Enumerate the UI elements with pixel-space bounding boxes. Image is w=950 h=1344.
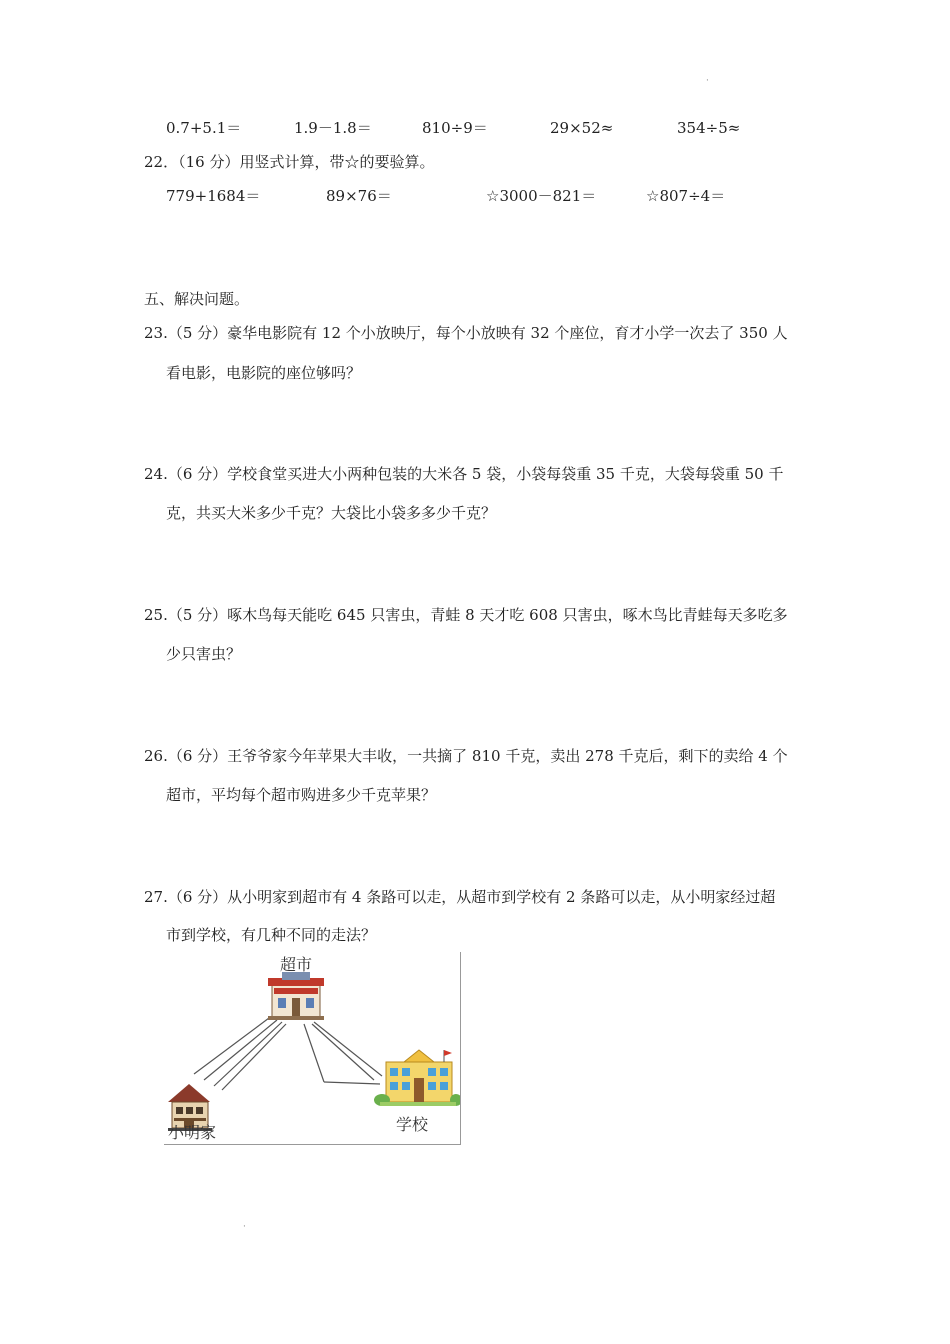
q22-title: 22．（16 分）用竖式计算，带☆的要验算。 bbox=[144, 153, 435, 171]
q21-item-3: 810÷9＝ bbox=[422, 119, 488, 137]
road-school-2-b bbox=[324, 1082, 380, 1084]
q22-item-3: ☆3000－821＝ bbox=[486, 187, 597, 205]
q25-line-1: 25.（5 分）啄木鸟每天能吃 645 只害虫，青蛙 8 天才吃 608 只害虫，啄木鸟比青蛙每天多吃多 bbox=[144, 606, 788, 624]
page-mark-bottom: · bbox=[243, 1222, 246, 1232]
q22-item-2: 89×76＝ bbox=[326, 187, 392, 205]
q24-line-1: 24.（6 分）学校食堂买进大小两种包装的大米各 5 袋，小袋每袋重 35 千克，大袋每袋重 50 千 bbox=[144, 465, 784, 483]
q25-line-2: 少只害虫？ bbox=[166, 645, 242, 663]
section-5-heading: 五、解决问题。 bbox=[144, 290, 250, 308]
q22-item-1: 779+1684＝ bbox=[166, 187, 261, 205]
q26-line-1: 26.（6 分）王爷爷家今年苹果大丰收，一共摘了 810 千克，卖出 278 千克后，剩下的卖给 4 个 bbox=[144, 747, 788, 765]
page-mark-top: · bbox=[706, 76, 709, 86]
q26-line-2: 超市，平均每个超市购进多少千克苹果？ bbox=[166, 786, 437, 804]
q22-item-4: ☆807÷4＝ bbox=[646, 187, 726, 205]
q24-line-2: 克，共买大米多少千克？大袋比小袋多多少千克？ bbox=[166, 504, 497, 522]
q23-line-2: 看电影，电影院的座位够吗？ bbox=[166, 364, 362, 382]
q21-item-2: 1.9－1.8＝ bbox=[294, 119, 372, 137]
q21-item-5: 354÷5≈ bbox=[677, 119, 741, 137]
road-school-1 bbox=[312, 1024, 374, 1080]
q21-item-1: 0.7+5.1＝ bbox=[166, 119, 242, 137]
road-school-1-b bbox=[314, 1022, 382, 1076]
route-diagram bbox=[164, 952, 461, 1145]
q21-item-4: 29×52≈ bbox=[550, 119, 614, 137]
supermarket-icon bbox=[268, 972, 324, 1020]
home-label: 小明家 bbox=[168, 1123, 217, 1142]
q27-line-1: 27.（6 分）从小明家到超市有 4 条路可以走，从超市到学校有 2 条路可以走，从小明家经过超 bbox=[144, 888, 776, 906]
road-home-1 bbox=[194, 1018, 269, 1074]
road-home-3 bbox=[214, 1022, 282, 1086]
school-icon bbox=[374, 1050, 460, 1106]
roads bbox=[194, 1018, 382, 1090]
supermarket-label: 超市 bbox=[280, 955, 313, 974]
school-label: 学校 bbox=[396, 1115, 429, 1134]
q23-line-1: 23.（5 分）豪华电影院有 12 个小放映厅，每个小放映有 32 个座位，育才小学一次去了 350 人 bbox=[144, 324, 788, 342]
q27-line-2: 市到学校，有几种不同的走法？ bbox=[166, 926, 377, 944]
